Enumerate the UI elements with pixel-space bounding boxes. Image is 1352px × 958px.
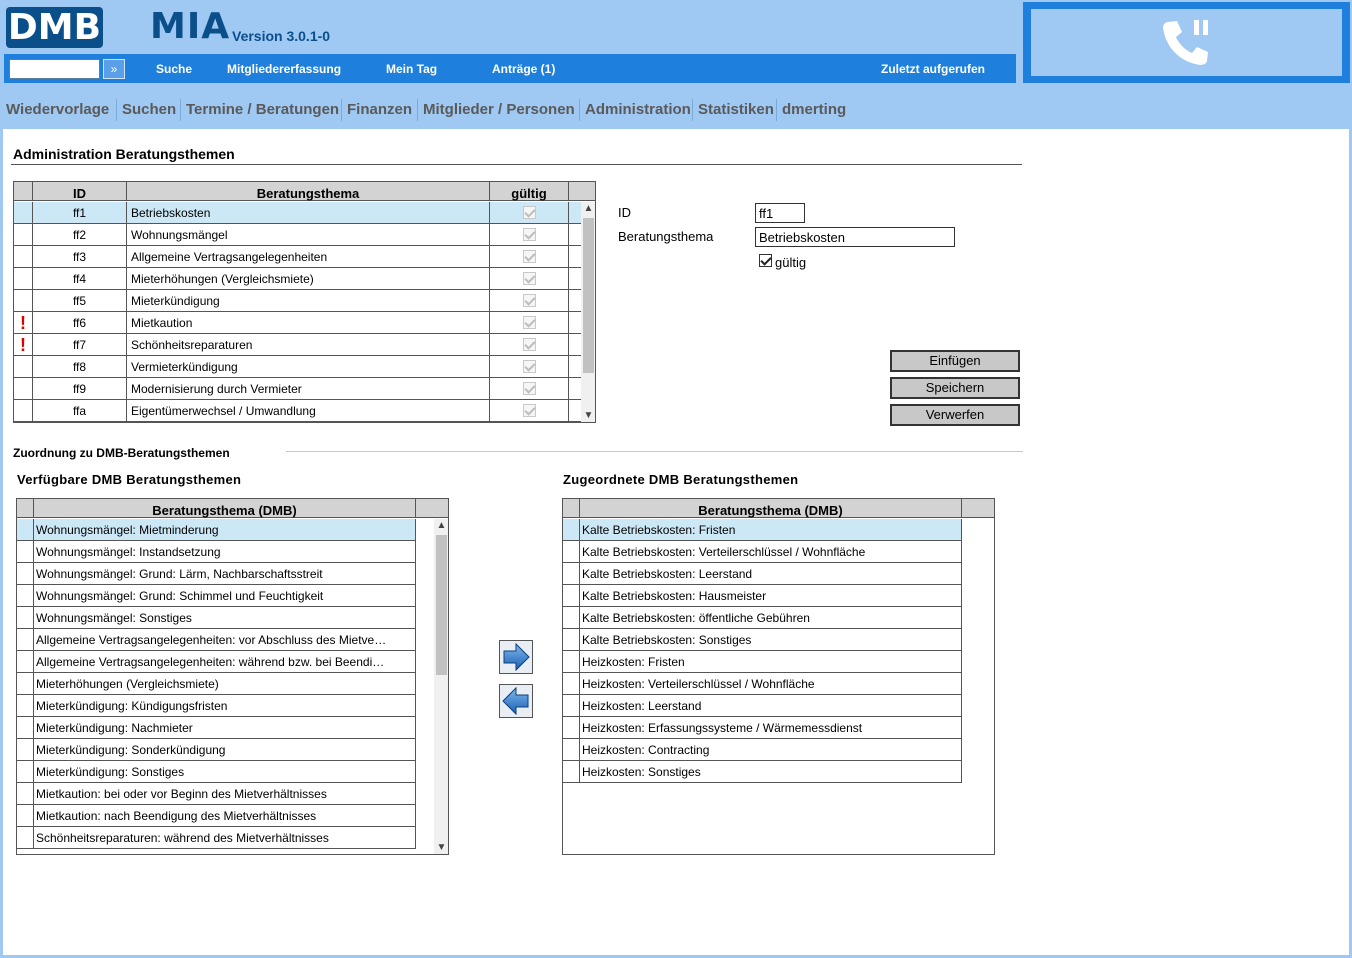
phone-pause-icon[interactable]	[1160, 18, 1212, 68]
topic-name-cell: Betriebskosten	[127, 202, 490, 223]
row-indicator	[14, 378, 33, 399]
dmb-topic-cell: Wohnungsmängel: Instandsetzung	[34, 541, 416, 562]
row-indicator	[563, 761, 580, 782]
list-item[interactable]	[563, 695, 962, 717]
dmb-topic-cell: Kalte Betriebskosten: Hausmeister	[580, 585, 962, 606]
topic-id-cell: ff3	[33, 246, 127, 267]
topic-valid-cell	[490, 312, 569, 333]
topic-name-cell: Allgemeine Vertragsangelegenheiten	[127, 246, 490, 267]
id-field[interactable]	[755, 203, 805, 223]
scroll-up-icon[interactable]: ▲	[436, 520, 447, 531]
topic-name-cell: Wohnungsmängel	[127, 224, 490, 245]
header-indicator	[563, 499, 580, 518]
menu-suchen[interactable]: Suchen	[122, 101, 177, 118]
nav-mitgliedererfassung[interactable]: Mitgliedererfassung	[227, 62, 342, 76]
list-item[interactable]	[17, 607, 416, 629]
list-item[interactable]	[563, 651, 962, 673]
dmb-topic-cell: Mieterhöhungen (Vergleichsmiete)	[34, 673, 416, 694]
topic-valid-cell	[490, 378, 569, 399]
assigned-grid	[562, 498, 995, 855]
dmb-topic-cell: Kalte Betriebskosten: Sonstiges	[580, 629, 962, 650]
row-indicator	[17, 783, 34, 804]
list-item[interactable]	[563, 761, 962, 783]
valid-checkbox-readonly	[523, 338, 536, 351]
menu-statistiken[interactable]: Statistiken	[698, 101, 774, 118]
list-item[interactable]	[17, 805, 416, 827]
assignment-title: Zuordnung zu DMB-Beratungsthemen	[13, 446, 230, 460]
list-item[interactable]	[563, 717, 962, 739]
topic-valid-cell	[490, 356, 569, 377]
topic-name-cell: Mieterhöhungen (Vergleichsmiete)	[127, 268, 490, 289]
dmb-topic-cell: Mieterkündigung: Sonstiges	[34, 761, 416, 782]
menu-mitglieder-personen[interactable]: Mitglieder / Personen	[423, 101, 575, 118]
topic-valid-cell	[490, 246, 569, 267]
valid-checkbox-readonly	[523, 316, 536, 329]
move-right-button[interactable]	[499, 640, 533, 674]
list-item[interactable]	[563, 739, 962, 761]
topic-valid-cell	[490, 334, 569, 355]
row-indicator	[14, 246, 33, 267]
topic-id-cell: ff9	[33, 378, 127, 399]
topic-row[interactable]	[14, 224, 581, 246]
dmb-logo: DMB	[7, 7, 102, 48]
row-indicator	[563, 519, 580, 540]
dmb-topic-cell: Mieterkündigung: Nachmieter	[34, 717, 416, 738]
row-indicator	[17, 695, 34, 716]
row-indicator	[563, 695, 580, 716]
topic-id-cell: ff8	[33, 356, 127, 377]
dmb-topic-cell: Allgemeine Vertragsangelegenheiten: während bzw. bei Beendi…	[34, 651, 416, 672]
available-grid-header	[17, 499, 449, 518]
list-item[interactable]	[563, 673, 962, 695]
topic-row[interactable]	[14, 268, 581, 290]
row-indicator	[563, 673, 580, 694]
row-indicator	[563, 607, 580, 628]
topic-name-cell: Eigentümerwechsel / Umwandlung	[127, 400, 490, 421]
row-indicator	[17, 761, 34, 782]
topic-name-cell: Modernisierung durch Vermieter	[127, 378, 490, 399]
title-divider	[11, 164, 1022, 165]
menu-separator	[692, 99, 693, 121]
menu-finanzen[interactable]: Finanzen	[347, 101, 413, 118]
topic-row[interactable]	[14, 246, 581, 268]
topic-row[interactable]	[14, 334, 581, 356]
topic-valid-cell	[490, 268, 569, 289]
topic-id-cell: ff2	[33, 224, 127, 245]
row-indicator	[17, 739, 34, 760]
topic-id-cell: ff6	[33, 312, 127, 333]
assigned-title: Zugeordnete DMB Beratungsthemen	[563, 472, 799, 487]
menu-separator	[417, 99, 418, 121]
menu-separator	[579, 99, 580, 121]
row-indicator	[563, 629, 580, 650]
topic-id-cell: ff7	[33, 334, 127, 355]
topic-id-cell: ff4	[33, 268, 127, 289]
header-topic[interactable]: Beratungsthema	[127, 182, 490, 201]
row-indicator	[563, 541, 580, 562]
dmb-topic-cell: Heizkosten: Contracting	[580, 739, 962, 760]
topic-id-cell: ff1	[33, 202, 127, 223]
list-item[interactable]	[17, 695, 416, 717]
topic-name-cell: Mietkaution	[127, 312, 490, 333]
topic-valid-cell	[490, 202, 569, 223]
save-button[interactable]: Speichern	[890, 377, 1020, 399]
topic-row[interactable]	[14, 400, 581, 422]
row-indicator	[14, 400, 33, 421]
row-indicator	[14, 290, 33, 311]
assignment-divider	[286, 451, 1023, 452]
row-indicator	[563, 651, 580, 672]
topic-label: Beratungsthema	[618, 229, 714, 244]
topic-id-cell: ffa	[33, 400, 127, 421]
row-indicator	[17, 629, 34, 650]
topic-valid-cell	[490, 224, 569, 245]
header-id[interactable]: ID	[33, 182, 127, 201]
row-indicator	[17, 607, 34, 628]
dmb-topic-cell: Kalte Betriebskosten: Leerstand	[580, 563, 962, 584]
list-item[interactable]	[17, 761, 416, 783]
topic-name-cell: Schönheitsreparaturen	[127, 334, 490, 355]
list-item[interactable]	[17, 717, 416, 739]
row-indicator	[17, 651, 34, 672]
list-item[interactable]	[17, 651, 416, 673]
row-indicator	[563, 585, 580, 606]
arrow-right-icon	[500, 641, 532, 673]
warning-icon: !	[14, 312, 33, 333]
available-scrollbar[interactable]	[434, 519, 449, 855]
menu-termine-beratungen[interactable]: Termine / Beratungen	[186, 101, 340, 118]
dmb-topic-cell: Kalte Betriebskosten: Verteilerschlüssel / Wohnfläche	[580, 541, 962, 562]
header-dmb-topic[interactable]: Beratungsthema (DMB)	[580, 499, 962, 518]
menu-user[interactable]: dmerting	[782, 101, 847, 118]
warning-icon: !	[14, 334, 33, 355]
menu-administration[interactable]: Administration	[585, 101, 691, 118]
dmb-topic-cell: Heizkosten: Leerstand	[580, 695, 962, 716]
row-indicator	[14, 268, 33, 289]
row-indicator	[563, 739, 580, 760]
list-item[interactable]	[563, 629, 962, 651]
move-left-button[interactable]	[499, 684, 533, 718]
list-item[interactable]	[17, 585, 416, 607]
list-item[interactable]	[17, 563, 416, 585]
scroll-thumb[interactable]	[583, 218, 594, 373]
id-label: ID	[618, 205, 631, 220]
row-indicator	[14, 224, 33, 245]
list-item[interactable]	[17, 783, 416, 805]
scroll-up-icon[interactable]: ▲	[583, 203, 594, 214]
header-dmb-topic[interactable]: Beratungsthema (DMB)	[34, 499, 416, 518]
dmb-topic-cell: Mietkaution: bei oder vor Beginn des Mietverhältnisses	[34, 783, 416, 804]
dmb-topic-cell: Wohnungsmängel: Grund: Schimmel und Feuchtigkeit	[34, 585, 416, 606]
row-indicator	[17, 563, 34, 584]
topics-grid	[13, 181, 596, 423]
topic-field[interactable]	[755, 227, 955, 247]
dmb-topic-cell: Wohnungsmängel: Sonstiges	[34, 607, 416, 628]
nav-mein-tag[interactable]: Mein Tag	[386, 62, 438, 76]
valid-checkbox-readonly	[523, 404, 536, 417]
valid-checkbox[interactable]	[759, 254, 772, 267]
assigned-grid-header	[563, 499, 995, 518]
dmb-topic-cell: Heizkosten: Erfassungssysteme / Wärmemessdienst	[580, 717, 962, 738]
row-indicator	[17, 717, 34, 738]
row-indicator	[17, 805, 34, 826]
scroll-thumb[interactable]	[436, 535, 447, 675]
list-item[interactable]	[563, 563, 962, 585]
menu-separator	[116, 99, 117, 121]
valid-checkbox-readonly	[523, 272, 536, 285]
valid-checkbox-readonly	[523, 360, 536, 373]
nav-zuletzt-aufgerufen[interactable]: Zuletzt aufgerufen	[881, 62, 985, 76]
app-version: Version 3.0.1-0	[232, 28, 331, 44]
available-title: Verfügbare DMB Beratungsthemen	[17, 472, 242, 487]
header-indicator	[17, 499, 34, 518]
page-title: Administration Beratungsthemen	[13, 146, 235, 162]
valid-checkbox-readonly	[523, 382, 536, 395]
topic-name-cell: Vermieterkündigung	[127, 356, 490, 377]
app-name: MIA	[150, 6, 231, 47]
dmb-topic-cell: Allgemeine Vertragsangelegenheiten: vor Abschluss des Mietve…	[34, 629, 416, 650]
topic-row[interactable]	[14, 356, 581, 378]
topic-row[interactable]	[14, 290, 581, 312]
quick-search-button[interactable]: »	[103, 59, 125, 79]
list-item[interactable]	[17, 541, 416, 563]
available-grid	[16, 498, 449, 855]
list-item[interactable]	[17, 739, 416, 761]
header-valid[interactable]: gültig	[490, 182, 569, 201]
valid-label: gültig	[775, 255, 807, 270]
topics-grid-header	[14, 182, 596, 201]
dmb-topic-cell: Mieterkündigung: Kündigungsfristen	[34, 695, 416, 716]
list-item[interactable]	[17, 673, 416, 695]
menu-separator	[776, 99, 777, 121]
valid-checkbox-readonly	[523, 206, 536, 219]
scroll-down-icon[interactable]: ▼	[436, 842, 447, 853]
dmb-topic-cell: Mietkaution: nach Beendigung des Mietverhältnisses	[34, 805, 416, 826]
list-item[interactable]	[563, 541, 962, 563]
list-item[interactable]	[17, 519, 416, 541]
list-item[interactable]	[17, 629, 416, 651]
row-indicator	[14, 202, 33, 223]
header-indicator	[14, 182, 33, 201]
topic-row[interactable]	[14, 312, 581, 334]
nav-suche[interactable]: Suche	[156, 62, 193, 76]
valid-checkbox-readonly	[523, 294, 536, 307]
row-indicator	[563, 717, 580, 738]
valid-checkbox-readonly	[523, 250, 536, 263]
topic-id-cell: ff5	[33, 290, 127, 311]
dmb-topic-cell: Heizkosten: Sonstiges	[580, 761, 962, 782]
list-item[interactable]	[563, 585, 962, 607]
dmb-topic-cell: Kalte Betriebskosten: öffentliche Gebühren	[580, 607, 962, 628]
dmb-topic-cell: Kalte Betriebskosten: Fristen	[580, 519, 962, 540]
dmb-topic-cell: Wohnungsmängel: Grund: Lärm, Nachbarschaftsstreit	[34, 563, 416, 584]
list-item[interactable]	[563, 519, 962, 541]
scroll-down-icon[interactable]: ▼	[583, 410, 594, 421]
dmb-topic-cell: Schönheitsreparaturen: während des Mietverhältnisses	[34, 827, 416, 848]
dmb-topic-cell: Mieterkündigung: Sonderkündigung	[34, 739, 416, 760]
list-item[interactable]	[17, 827, 416, 849]
discard-button[interactable]: Verwerfen	[890, 404, 1020, 426]
row-indicator	[17, 519, 34, 540]
menu-wiedervorlage[interactable]: Wiedervorlage	[6, 101, 110, 118]
topic-valid-cell	[490, 290, 569, 311]
quick-search-input[interactable]	[9, 59, 100, 79]
arrow-left-icon	[500, 685, 532, 717]
topic-valid-cell	[490, 400, 569, 421]
dmb-topic-cell: Wohnungsmängel: Mietminderung	[34, 519, 416, 540]
topic-name-cell: Mieterkündigung	[127, 290, 490, 311]
topic-row[interactable]	[14, 202, 581, 224]
topic-row[interactable]	[14, 378, 581, 400]
topics-scrollbar[interactable]	[581, 202, 596, 423]
valid-checkbox-readonly	[523, 228, 536, 241]
row-indicator	[17, 827, 34, 848]
dmb-topic-cell: Heizkosten: Fristen	[580, 651, 962, 672]
row-indicator	[17, 541, 34, 562]
menu-separator	[341, 99, 342, 121]
nav-antraege[interactable]: Anträge (1)	[492, 62, 556, 76]
menu-separator	[180, 99, 181, 121]
dmb-topic-cell: Heizkosten: Verteilerschlüssel / Wohnfläche	[580, 673, 962, 694]
list-item[interactable]	[563, 607, 962, 629]
insert-button[interactable]: Einfügen	[890, 350, 1020, 372]
row-indicator	[14, 356, 33, 377]
row-indicator	[17, 585, 34, 606]
row-indicator	[563, 563, 580, 584]
row-indicator	[17, 673, 34, 694]
